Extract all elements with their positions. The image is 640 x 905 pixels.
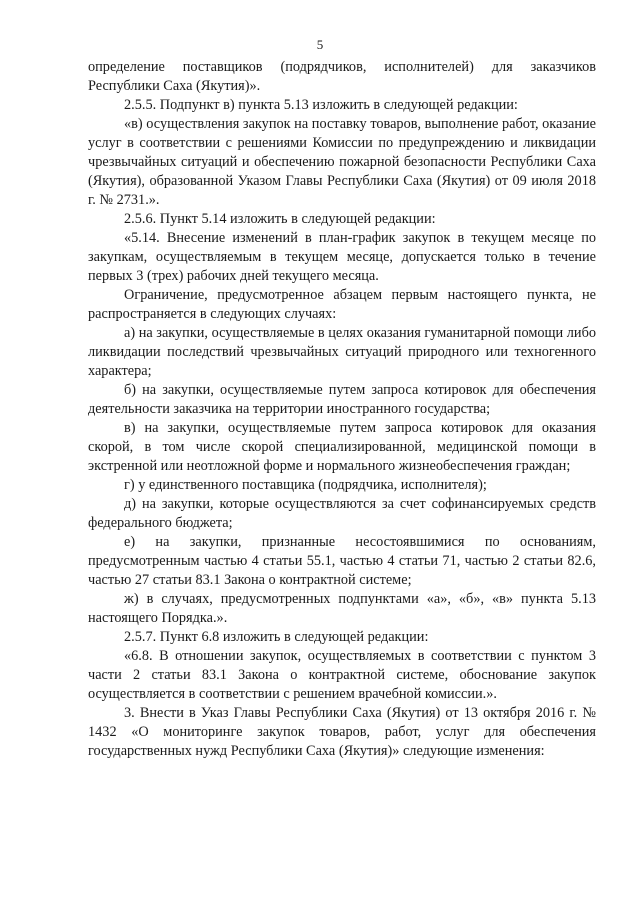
paragraph-5-14: «5.14. Внесение изменений в план-график закупок в текущем месяце по закупкам, осуществляемым в текущем месяце, допускается только в течение первых 3 (трех) рабочих дней текущего месяца.	[88, 230, 596, 284]
paragraph-continuation: определение поставщиков (подрядчиков, исполнителей) для заказчиков Республики Саха (Якутия)».	[88, 59, 596, 94]
paragraph-item-a: а) на закупки, осуществляемые в целях оказания гуманитарной помощи либо ликвидации последствий чрезвычайных ситуаций природного или техногенного характера;	[88, 325, 596, 379]
paragraph-item-zh: ж) в случаях, предусмотренных подпунктами «а», «б», «в» пункта 5.13 настоящего Порядка.».	[88, 591, 596, 626]
paragraph-3: 3. Внести в Указ Главы Республики Саха (Якутия) от 13 октября 2016 г. № 1432 «О мониторинге закупок товаров, работ, услуг для обеспечения государственных нужд Республики Саха (Якутия)» следующие изменения:	[88, 705, 596, 759]
paragraph-item-v: в) на закупки, осуществляемые путем запроса котировок для оказания скорой, в том числе скорой специализированной, медицинской помощи в экстренной или неотложной форме и нормального жизнеобеспечения граждан;	[88, 420, 596, 474]
paragraph-item-g: г) у единственного поставщика (подрядчика, исполнителя);	[124, 477, 487, 493]
paragraph-item-d: д) на закупки, которые осуществляются за счет софинансируемых средств федерального бюджета;	[88, 496, 596, 531]
page-number: 5	[316, 37, 324, 52]
paragraph-item-e: е) на закупки, признанные несостоявшимися по основаниям, предусмотренным частью 4 статьи 55.1, частью 4 статьи 71, частью 2 статьи 82.6, частью 27 статьи 83.1 Закона о контрактной системе;	[88, 534, 596, 588]
paragraph-item-b: б) на закупки, осуществляемые путем запроса котировок для обеспечения деятельности заказчика на территории иностранного государства;	[88, 382, 596, 417]
paragraph-2-5-7: 2.5.7. Пункт 6.8 изложить в следующей редакции:	[124, 629, 429, 645]
paragraph-6-8: «6.8. В отношении закупок, осуществляемых в соответствии с пунктом 3 части 2 статьи 83.1 Закона о контрактной системе, обоснование закупок осуществляется в соответствии с решением врачебной комиссии.».	[88, 648, 596, 702]
paragraph-restriction: Ограничение, предусмотренное абзацем первым настоящего пункта, не распространяется в следующих случаях:	[88, 287, 596, 322]
paragraph-subitem-v: «в) осуществления закупок на поставку товаров, выполнение работ, оказание услуг в соответствии с решениями Комиссии по предупреждению и ликвидации чрезвычайных ситуаций и обеспечению пожарной безопасности Республики Саха (Якутия), образованной Указом Главы Республики Саха (Якутия) от 09 июля 2018 г. № 2731.».	[88, 116, 596, 208]
document-body	[88, 58, 596, 761]
paragraph-2-5-6: 2.5.6. Пункт 5.14 изложить в следующей редакции:	[124, 211, 436, 227]
paragraph-2-5-5: 2.5.5. Подпункт в) пункта 5.13 изложить в следующей редакции:	[124, 97, 518, 113]
